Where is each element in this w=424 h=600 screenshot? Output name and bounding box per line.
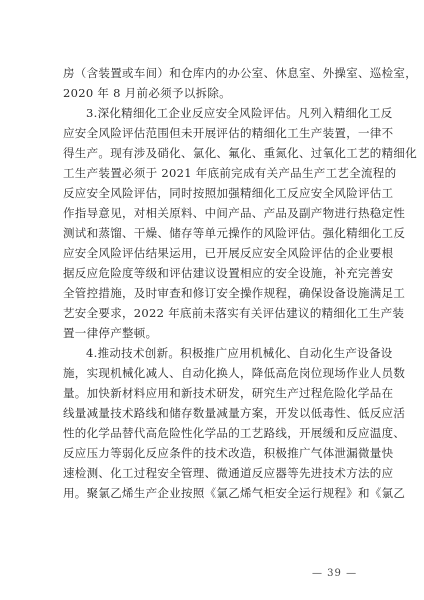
text-line: 全管控措施，及时审查和修订安全操作规程，确保设备设施满足工: [63, 286, 406, 300]
text-line: 得生产。现有涉及硝化、氯化、氟化、重氮化、过氧化工艺的精细化: [63, 146, 417, 160]
text-line: 量。加快新材料应用和新技术研发，研究生产过程危险化学品在: [63, 386, 394, 400]
text-line: 线量减量技术路线和储存数量减量方案，开发以低毒性、低反应活: [63, 406, 406, 420]
text-line: 应安全风险评估范围但未开展评估的精细化工生产装置，一律不: [63, 126, 394, 140]
text-line: 施，实现机械化减人、自动化换人，降低高危岗位现场作业人员数: [63, 366, 406, 380]
text-line: 据反应危险度等级和评估建议设置相应的安全设施，补充完善安: [63, 266, 394, 280]
text-line: 置一律停产整顿。: [63, 326, 158, 340]
text-line: 艺安全要求，2022 年底前未落实有关评估建议的精细化工生产装: [63, 306, 405, 320]
text-line: 作指导意见，对相关原料、中间产品、产品及副产物进行热稳定性: [63, 206, 406, 220]
text-line: 反应安全风险评估，同时按照加强精细化工反应安全风险评估工: [63, 186, 394, 200]
text-line: 房（含装置或车间）和仓库内的办公室、休息室、外操室、巡检室，: [63, 66, 417, 80]
paragraph-heading-4: 4.推动技术创新。积极推广应用机械化、自动化生产设备设: [86, 346, 393, 360]
text-line: 测试和蒸馏、干燥、储存等单元操作的风险评估。强化精细化工反: [63, 226, 406, 240]
text-line: 性的化学品替代高危险性化学品的工艺路线，开展缓和反应温度、: [63, 426, 406, 440]
text-line: 用。聚氯乙烯生产企业按照《氯乙烯气柜安全运行规程》和《氯乙: [63, 486, 406, 500]
text-line: 速检测、化工过程安全管理、微通道反应器等先进技术方法的应: [63, 466, 394, 480]
paragraph-heading-3: 3.深化精细化工企业反应安全风险评估。凡列入精细化工反: [86, 106, 393, 120]
text-line: 反应压力等弱化反应条件的技术改造，积极推广气体泄漏微量快: [63, 446, 394, 460]
body-text: [63, 63, 417, 503]
text-line: 应安全风险评估结果运用，已开展反应安全风险评估的企业要根: [63, 246, 394, 260]
text-line: 工生产装置必须于 2021 年底前完成有关产品生产工艺全流程的: [63, 166, 397, 180]
text-line: 2020 年 8 月前必须予以拆除。: [63, 86, 231, 100]
page-number: — 39 —: [312, 568, 358, 579]
